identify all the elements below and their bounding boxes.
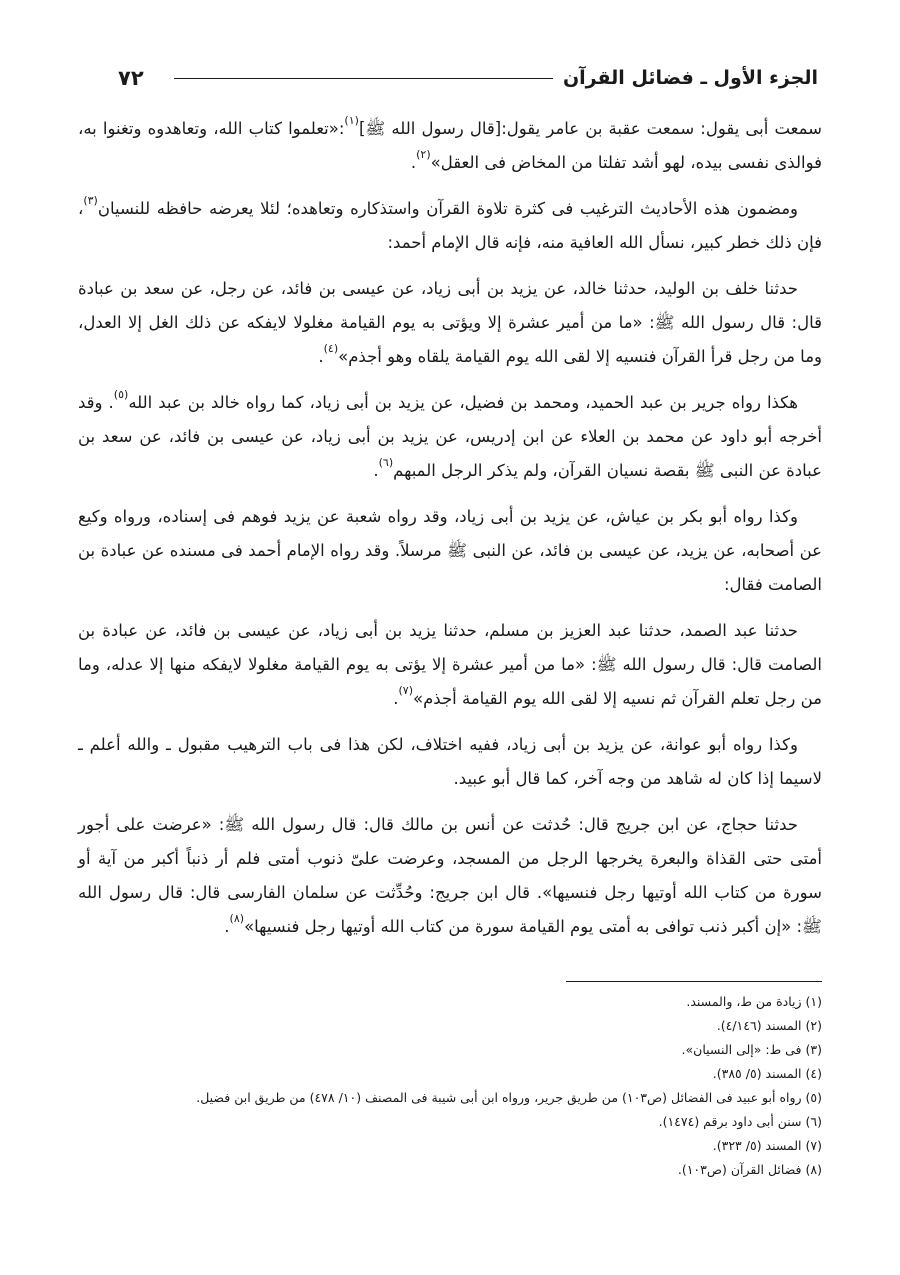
page-number: ٧٢ — [118, 66, 144, 90]
footnote-ref: (٤) — [323, 342, 339, 356]
text-run: :«تعلموا كتاب الله، وتعاهدوه وتغنوا به، فوالذى نفسى بيده، لهو أشد تفلتا من المخاض فى العقل» — [78, 119, 822, 172]
running-title: الجزء الأول ـ فضائل القرآن — [562, 67, 818, 89]
paragraph-3 — [78, 272, 822, 374]
footnote-6: (٦) سنن أبى داود برقم (١٤٧٤). — [658, 1114, 822, 1129]
footnote-1: (١) زيادة من ط، والمسند. — [686, 994, 822, 1009]
paragraph-8 — [78, 808, 822, 944]
footnote-7: (٧) المسند (٥/ ٣٢٣). — [712, 1138, 822, 1153]
text-run: هكذا رواه جرير بن عبد الحميد، ومحمد بن فضيل، عن يزيد بن أبى زياد، كما رواه خالد بن عبد الله — [128, 393, 798, 412]
text-run: وكذا رواه أبو عوانة، عن يزيد بن أبى زياد، ففيه اختلاف، لكن هذا فى باب الترهيب مقبول ـ والله أعلم ـ لاسيما إذا كان له شاهد من وجه آخر، كما قال أبو عبيد. — [78, 735, 822, 788]
footnote-8: (٨) فضائل القرآن (ص١٠٣). — [677, 1162, 822, 1177]
paragraph-1 — [78, 112, 822, 180]
footnote-ref: (٥) — [113, 388, 129, 402]
footnote-2: (٢) المسند (٤/١٤٦). — [716, 1018, 822, 1033]
footnote-ref: (١) — [344, 114, 359, 128]
footnote-ref: (٧) — [398, 684, 413, 698]
text-run: ومضمون هذه الأحاديث الترغيب فى كثرة تلاوة القرآن واستذكاره وتعاهده؛ لئلا يعرضه حافظه للنسيان — [97, 199, 798, 218]
text-run: . — [410, 153, 417, 172]
text-run: حدثنا خلف بن الوليد، حدثنا خالد، عن يزيد بن أبى زياد، عن عيسى بن فائد، عن رجل، عن سعد بن عبادة قال: قال رسول الله ﷺ: «ما من أمير عشرة إلا ويؤتى به يوم القيامة مغلولا لايفكه عن ذلك الغل إلا العدل، وما من رجل قرأ القرآن فنسيه إلا لقى الله يوم القيامة يلقاه وهو أجذم» — [78, 279, 822, 366]
text-run: حدثنا حجاج، عن ابن جريج قال: حُدثت عن أنس بن مالك قال: قال رسول الله ﷺ: «عرضت على أجور أمتى حتى القذاة والبعرة يخرجها الرجل من المسجد، وعرضت علىّ ذنوب أمتى فلم أر ذنباً أكبر من آية أو سورة من كتاب الله أوتيها رجل فنسيها». قال ابن جريج: وحُدِّثت عن سلمان الفارسى قال: قال رسول الله ﷺ: «إن أكبر ذنب توافى به أمتى يوم القيامة سورة من كتاب الله أوتيها رجل فنسيها» — [78, 815, 822, 936]
text-run: . — [224, 917, 230, 936]
footnote-ref: (٣) — [83, 194, 98, 208]
main-text — [78, 112, 822, 956]
text-run: سمعت أبى يقول: سمعت عقبة بن عامر يقول:[قال رسول الله ﷺ] — [358, 119, 822, 138]
text-run: وكذا رواه أبو بكر بن عياش، عن يزيد بن أبى زياد، وقد رواه شعبة عن يزيد فوهم فى إسناده، ورواه وكيع عن أصحابه، عن يزيد، عن عيسى بن فائد، عن النبى ﷺ مرسلاً. وقد رواه الإمام أحمد فى مسنده عن عبادة بن الصامت فقال: — [78, 507, 822, 594]
footnote-ref: (٦) — [378, 456, 394, 470]
text-run: . — [393, 689, 399, 708]
text-run: ، فإن ذلك خطر كبير، نسأل الله العافية منه، فإنه قال الإمام أحمد: — [78, 199, 822, 252]
footnotes — [78, 990, 822, 1182]
footnote-3: (٣) فى ط: «إلى النسيان». — [681, 1042, 822, 1057]
text-run: . — [318, 347, 324, 366]
text-run: . — [373, 461, 379, 480]
footnote-5: (٥) رواه أبو عبيد فى الفضائل (ص١٠٣) من طريق جرير، ورواه ابن أبى شيبة فى المصنف (١٠/ ٤٧٨) من طريق ابن فضيل. — [196, 1090, 822, 1105]
page-header — [118, 60, 818, 96]
header-rule — [174, 78, 553, 79]
footnote-ref: (٨) — [229, 912, 245, 926]
paragraph-7 — [78, 728, 822, 796]
footnote-ref: (٢) — [416, 148, 431, 162]
text-run: حدثنا عبد الصمد، حدثنا عبد العزيز بن مسلم، حدثنا يزيد بن أبى زياد، عن عيسى بن فائد، عن عبادة بن الصامت قال: قال رسول الله ﷺ: «ما من أمير عشرة إلا يؤتى به يوم القيامة مغلولا لايفكه منها إلا عدله، وما من رجل تعلم القرآن ثم نسيه إلا لقى الله يوم القيامة أجذم» — [78, 621, 822, 708]
footnote-4: (٤) المسند (٥/ ٣٨٥). — [712, 1066, 822, 1081]
paragraph-2 — [78, 192, 822, 260]
footnote-divider — [566, 981, 822, 982]
paragraph-6 — [78, 614, 822, 716]
paragraph-5 — [78, 500, 822, 602]
paragraph-4 — [78, 386, 822, 488]
text-run: . وقد أخرجه أبو داود عن محمد بن العلاء عن ابن إدريس، عن يزيد بن أبى زياد، عن عيسى بن فائد، عن سعد بن عبادة عن النبى ﷺ بقصة نسيان القرآن، ولم يذكر الرجل المبهم — [78, 393, 822, 480]
